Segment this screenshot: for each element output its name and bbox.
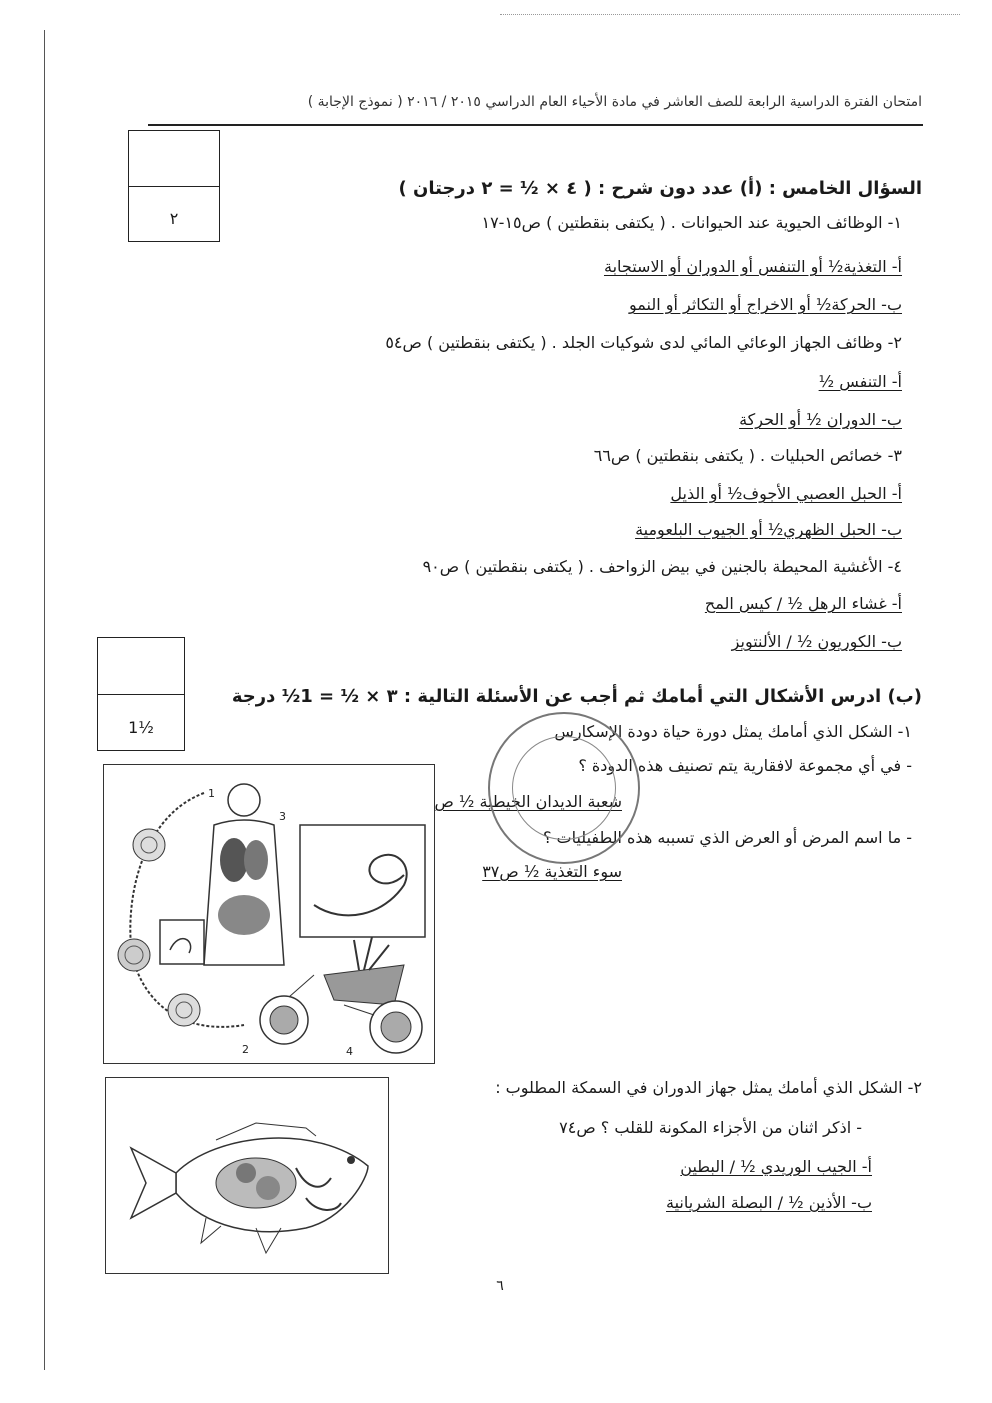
answer-2a: أ- التنفس ½ [818, 372, 902, 391]
score-value: 1½ [128, 718, 154, 737]
question-4: ٤- الأغشية المحيطة بالجنين في بيض الزواحف . ( يكتفى بنقطتين ) ص٩٠ [422, 557, 902, 576]
fish-circulatory-figure [105, 1077, 389, 1274]
answer-1b: ب- الحركة½ أو الاخراج أو التكاثر أو النمو [629, 295, 902, 314]
official-stamp [488, 712, 640, 864]
figure-2-intro: ٢- الشكل الذي أمامك يمثل جهاز الدوران في السمكة المطلوب : [495, 1078, 922, 1097]
egg-stage-2 [118, 939, 150, 971]
stage-label-3: 3 [279, 810, 286, 823]
stage-label-4: 4 [346, 1045, 353, 1058]
section-a-title: السؤال الخامس : (أ) عدد دون شرح : ( ٤ × ½ = ٢ درجتان ) [398, 178, 922, 199]
stage-label-2: 2 [242, 1043, 249, 1056]
page-margin-line [44, 30, 45, 1370]
page-number: ٦ [496, 1278, 504, 1294]
section-b-title: (ب) ادرس الأشكال التي أمامك ثم أجب عن الأسئلة التالية : ٣ × ½ = 1½ درجة [231, 686, 922, 707]
figure-1-answer-a: شعبة الديدان الخيطية ½ ص [434, 792, 622, 811]
answer-4a: أ- غشاء الرهل ½ / كيس المح [704, 594, 902, 613]
answer-4b: ب- الكوريون ½ / الألنتويز [731, 632, 902, 651]
human-body [204, 784, 284, 965]
figure-1-answer-b: سوء التغذية ½ ص٣٧ [482, 862, 622, 881]
figure-2-question: - اذكر اثنان من الأجزاء المكونة للقلب ؟ ص٧٤ [559, 1118, 862, 1137]
top-edge-mark [500, 14, 960, 15]
answer-3a: أ- الحبل العصبي الأجوف½ أو الذيل [670, 484, 902, 503]
score-box-section-a [128, 130, 220, 242]
figure-1-intro: ١- الشكل الذي أمامك يمثل دورة حياة دودة الإسكارس [554, 722, 912, 741]
ascaris-life-cycle-figure [103, 764, 435, 1064]
figure-2-answer-b: ب- الأذين ½ / البصلة الشريانية [666, 1193, 872, 1212]
egg-stage-1 [133, 829, 165, 861]
answer-3b: ب- الحبل الظهري½ أو الجيوب البلعومية [635, 520, 902, 539]
stage-label-1: 1 [208, 787, 215, 800]
exam-header: امتحان الفترة الدراسية الرابعة للصف العاشر في مادة الأحياء العام الدراسي ٢٠١٥ / ٢٠١٦ ( نموذج الإجابة ) [307, 94, 922, 110]
question-3: ٣- خصائص الحبليات . ( يكتفى بنقطتين ) ص٦٦ [593, 446, 902, 465]
figure-1-question-b: - ما اسم المرض أو العرض الذي تسببه هذه الطفيليات ؟ [542, 828, 912, 847]
answer-1a: أ- التغذية½ أو التنفس أو الدوران أو الاستجابة [603, 257, 902, 276]
egg-stage-3 [168, 994, 200, 1026]
ascaris-diagram [104, 765, 434, 1063]
question-2: ٢- وظائف الجهاز الوعائي المائي لدى شوكيات الجلد . ( يكتفى بنقطتين ) ص٥٤ [385, 333, 902, 352]
header-rule [148, 124, 923, 126]
figure-2-answer-a: أ- الجيب الوريدي ½ / البطين [680, 1157, 872, 1176]
score-box-section-b [97, 637, 185, 751]
fish-diagram [106, 1078, 388, 1273]
question-1: ١- الوظائف الحيوية عند الحيوانات . ( يكتفى بنقطتين ) ص١٥-١٧ [481, 213, 902, 232]
figure-1-question-a: - في أي مجموعة لافقارية يتم تصنيف هذه الدودة ؟ [578, 756, 912, 775]
score-value: ٢ [169, 209, 179, 228]
answer-2b: ب- الدوران ½ أو الحركة [739, 410, 902, 429]
